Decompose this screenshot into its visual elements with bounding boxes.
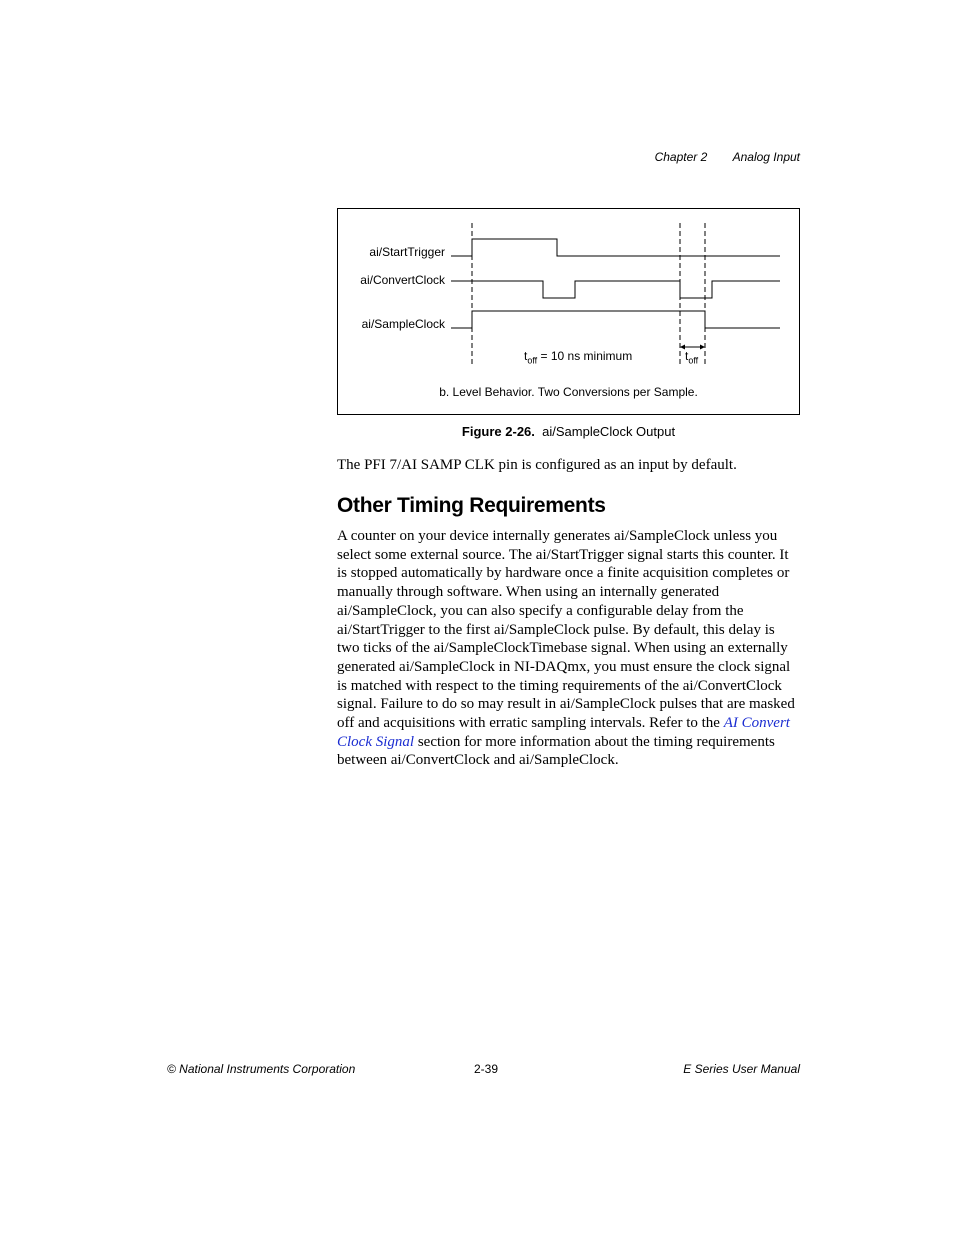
section-heading: Other Timing Requirements <box>337 494 606 517</box>
intro-paragraph: The PFI 7/AI SAMP CLK pin is configured as an input by default. <box>337 457 737 473</box>
footer-right: E Series User Manual <box>683 1062 800 1076</box>
ai-convert-clock-link[interactable]: AI Convert Clock Signal <box>337 715 790 750</box>
signal-label-convert-clock: ai/ConvertClock <box>360 273 445 287</box>
figure-title: ai/SampleClock Output <box>542 424 676 439</box>
body-paragraph: A counter on your device internally generates ai/SampleClock unless you select some external source. The ai/StartTrigger signal starts this counter. It is stopped automatically by hardware once a finite acquisition completes or manually through software. When using an internally generated ai/SampleClock, you can also specify a configurable delay from the ai/StartTrigger to the first ai/SampleClock pulse. By default, this delay is two ticks of the ai/SampleClockTimebase signal. When using an externally generated ai/SampleClock in NI-DAQmx, you must ensure the clock signal is matched with respect to the timing requirements of the ai/ConvertClock signal. Failure to do so may result in ai/SampleClock pulses that are masked off and acquisitions with erratic sampling intervals. Refer to the AI Convert Clock Signal section for more information about the timing requirements between ai/ConvertClock and ai/SampleClock. <box>337 528 795 769</box>
figure-subtitle: b. Level Behavior. Two Conversions per Sample. <box>439 385 698 399</box>
signal-label-sample-clock: ai/SampleClock <box>361 317 445 331</box>
timing-diagram-svg <box>338 209 799 414</box>
footer-left: © National Instruments Corporation <box>167 1062 356 1076</box>
figure-caption <box>337 424 800 439</box>
header-section: Analog Input <box>732 150 800 164</box>
signal-label-start-trigger: ai/StartTrigger <box>369 245 445 259</box>
toff-arrowhead-right <box>700 345 705 350</box>
page-header <box>633 150 800 164</box>
timing-diagram <box>337 208 800 415</box>
header-chapter: Chapter 2 <box>654 150 708 164</box>
footer-page-number: 2-39 <box>474 1062 499 1076</box>
toff-small-label: $t_{off}$ <box>685 349 699 366</box>
waveform-sample-clock <box>451 311 780 328</box>
figure-number: Figure 2-26. <box>461 424 535 439</box>
waveform-start-trigger <box>451 239 780 256</box>
waveform-convert-clock <box>451 281 780 298</box>
toff-main-label: $t_{off} = 10$ ns minimum <box>524 349 633 366</box>
